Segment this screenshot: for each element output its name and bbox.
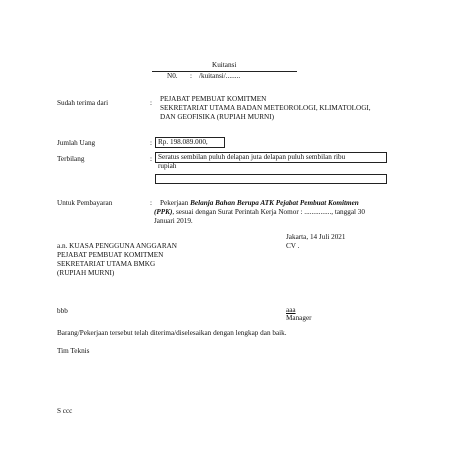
spelled-line-2: rupiah (158, 162, 177, 170)
statement-text: Barang/Pekerjaan tersebut telah diterima/diselesaikan dengan lengkap dan baik. (57, 329, 287, 337)
left-sign-line-2: PEJABAT PEMBUAT KOMITMEN (57, 251, 164, 259)
amount-label: Jumlah Uang (57, 139, 96, 147)
document-title: Kuitansi (212, 61, 237, 69)
left-sign-line-3: SEKRETARIAT UTAMA BMKG (57, 260, 156, 268)
spelled-line-1: Seratus sembilan puluh delapan juta delapan puluh sembilan ribu (158, 153, 346, 161)
amount-value: Rp. 198.089.000, (158, 138, 208, 146)
received-from-label: Sudah terima dari (57, 99, 109, 107)
right-sign-company: CV . (286, 242, 300, 250)
number-label: N0. (167, 72, 178, 80)
team-name: S ccc (57, 407, 73, 415)
right-sign-name: aaa (286, 306, 296, 314)
spelled-label: Terbilang (57, 155, 85, 163)
number-colon: : (190, 72, 192, 80)
spelled-colon: : (150, 155, 152, 163)
right-sign-role: Manager (286, 314, 312, 322)
payment-bold-text: Belanja Bahan Berupa ATK Pejabat Pembuat Komitmen (190, 199, 359, 207)
payment-line-2 (154, 208, 365, 216)
received-from-line-1: PEJABAT PEMBUAT KOMITMEN (160, 95, 267, 103)
left-sign-line-4: (RUPIAH MURNI) (57, 269, 115, 277)
place-date: Jakarta, 14 Juli 2021 (286, 233, 346, 241)
payment-line-3: Januari 2019. (154, 217, 193, 225)
payment-prefix: Pekerjaan (160, 199, 189, 207)
left-sign-line-1: a.n. KUASA PENGGUNA ANGGARAN (57, 242, 177, 250)
payment-label: Untuk Pembayaran (57, 199, 113, 207)
payment-rest-1: , sesuai dengan Surat Perintah Kerja Nomor : ..............., tanggal 30 (172, 208, 365, 216)
received-from-colon: : (150, 99, 152, 107)
team-label: Tim Teknis (57, 347, 90, 355)
received-from-line-3: DAN GEOFISIKA (RUPIAH MURNI) (160, 113, 275, 121)
number-suffix: /kuitansi/........ (199, 72, 241, 80)
spelled-box-2 (155, 174, 387, 184)
amount-colon: : (150, 139, 152, 147)
payment-colon: : (150, 199, 152, 207)
left-sign-name: bbb (57, 307, 68, 315)
received-from-line-2: SEKRETARIAT UTAMA BADAN METEOROLOGI, KLIMATOLOGI, (160, 104, 371, 112)
payment-bold-text-2: (PPK) (154, 208, 173, 216)
payment-line-1 (160, 199, 359, 207)
